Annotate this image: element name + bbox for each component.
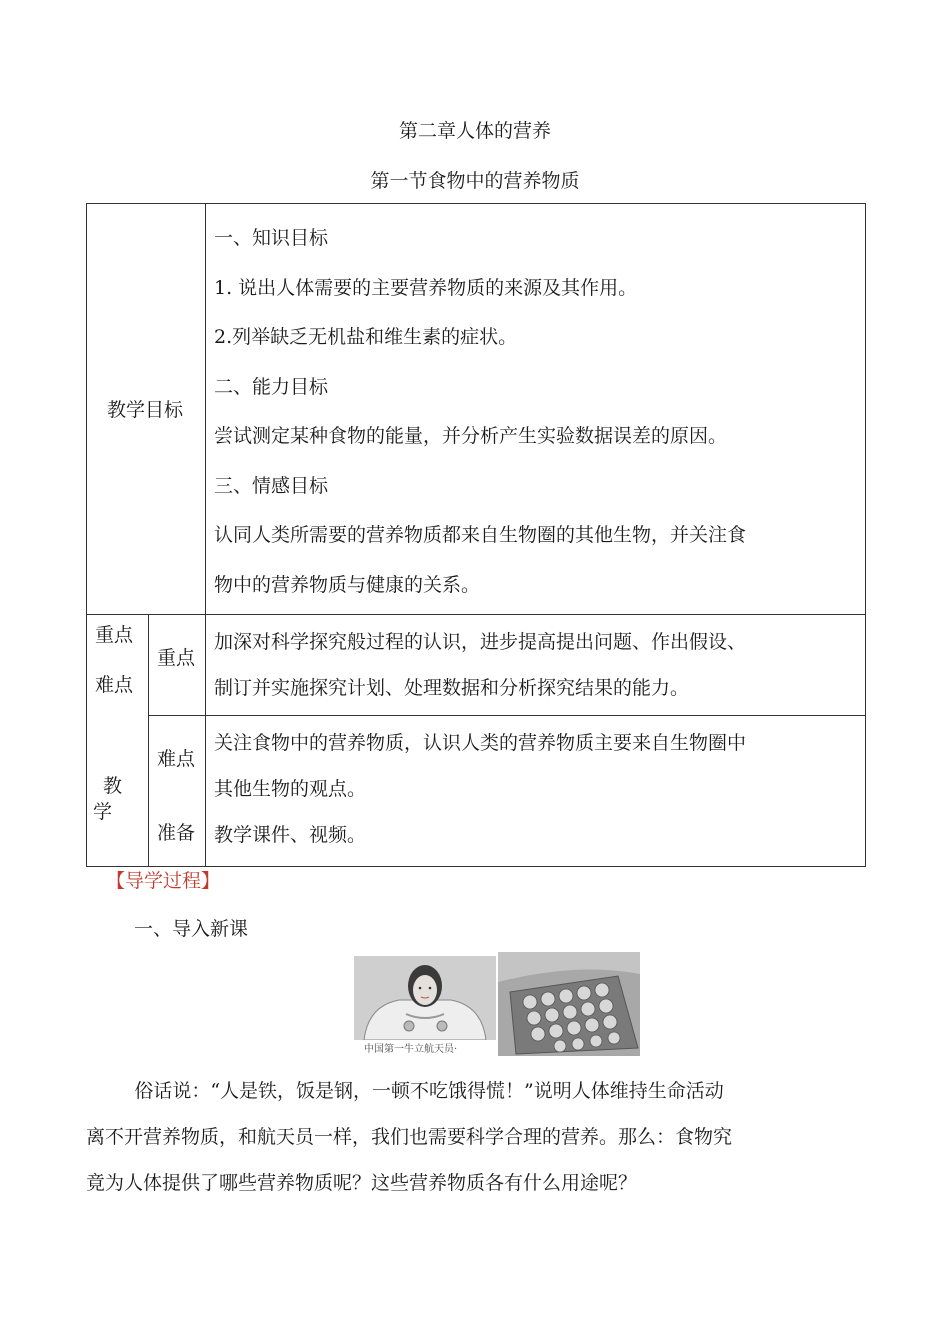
intro-heading: 一、导入新课: [134, 918, 249, 940]
difficult-prep-label-cell: [149, 716, 206, 867]
intro-photos: [352, 952, 642, 1060]
paragraph-line: 俗话说：“人是铁，饭是钢，一顿不吃饿得慌！”说明人体维持生命活动: [86, 1080, 724, 1102]
lesson-plan-table: [86, 203, 866, 867]
section-title: 第一节食物中的营养物质: [370, 170, 580, 192]
key-difficult-teaching-cell: [87, 615, 149, 867]
key-label-cell: [149, 615, 206, 716]
photo-caption: 中国第一牛立航天员·: [364, 1044, 458, 1055]
goal-line: 尝试测定某种食物的能量，并分析产生实验数据误差的原因。: [214, 425, 728, 447]
difficult-line: 关注食物中的营养物质，认识人类的营养物质主要来自生物圈中: [214, 732, 747, 754]
intro-paragraph: [86, 1068, 866, 1206]
chapter-title: 第二章人体的营养: [398, 120, 551, 142]
prep-line: 教学课件、视频。: [214, 824, 367, 846]
goal-line: 物中的营养物质与健康的关系。: [214, 573, 481, 596]
difficult-label-left: 难点: [95, 674, 134, 696]
goal-line: 认同人类所需要的营养物质都来自生物圈的其他生物，并关注食: [214, 524, 747, 546]
goal-line: 1. 说出人体需要的主要营养物质的来源及其作用。: [214, 276, 638, 299]
key-label-left: 重点: [95, 624, 134, 646]
goal-line: 二、能力目标: [214, 375, 329, 398]
goals-label-cell: [87, 204, 206, 615]
goals-content: [206, 204, 866, 615]
goal-line: 2.列举缺乏无机盐和维生素的症状。: [214, 326, 518, 348]
difficult-prep-content: [206, 716, 866, 867]
teaching-label-1: 教: [103, 775, 123, 797]
paragraph-line: 离不开营养物质，和航天员一样，我们也需要科学合理的营养。那么：食物究: [86, 1126, 733, 1148]
space-food-photo: [498, 952, 640, 1056]
key-label: 重点: [157, 647, 196, 669]
difficult-label: 难点: [157, 748, 196, 770]
goals-label: 教学目标: [107, 399, 184, 421]
paragraph-line: 竟为人体提供了哪些营养物质呢？这些营养物质各有什么用途呢？: [86, 1172, 638, 1194]
goal-line: 一、知识目标: [214, 227, 329, 249]
goal-line: 三、情感目标: [214, 474, 329, 497]
astronaut-photo: [354, 956, 496, 1040]
prep-label: 准备: [157, 822, 196, 844]
key-line: 制订并实施探究计划、处理数据和分析探究结果的能力。: [214, 677, 690, 699]
guide-heading: 【导学过程】: [106, 870, 221, 892]
teaching-label-2: 学: [93, 801, 113, 823]
key-content: [206, 615, 866, 716]
difficult-line: 其他生物的观点。: [214, 778, 367, 800]
key-line: 加深对科学探究般过程的认识，进步提高提出问题、作出假设、: [214, 631, 747, 653]
